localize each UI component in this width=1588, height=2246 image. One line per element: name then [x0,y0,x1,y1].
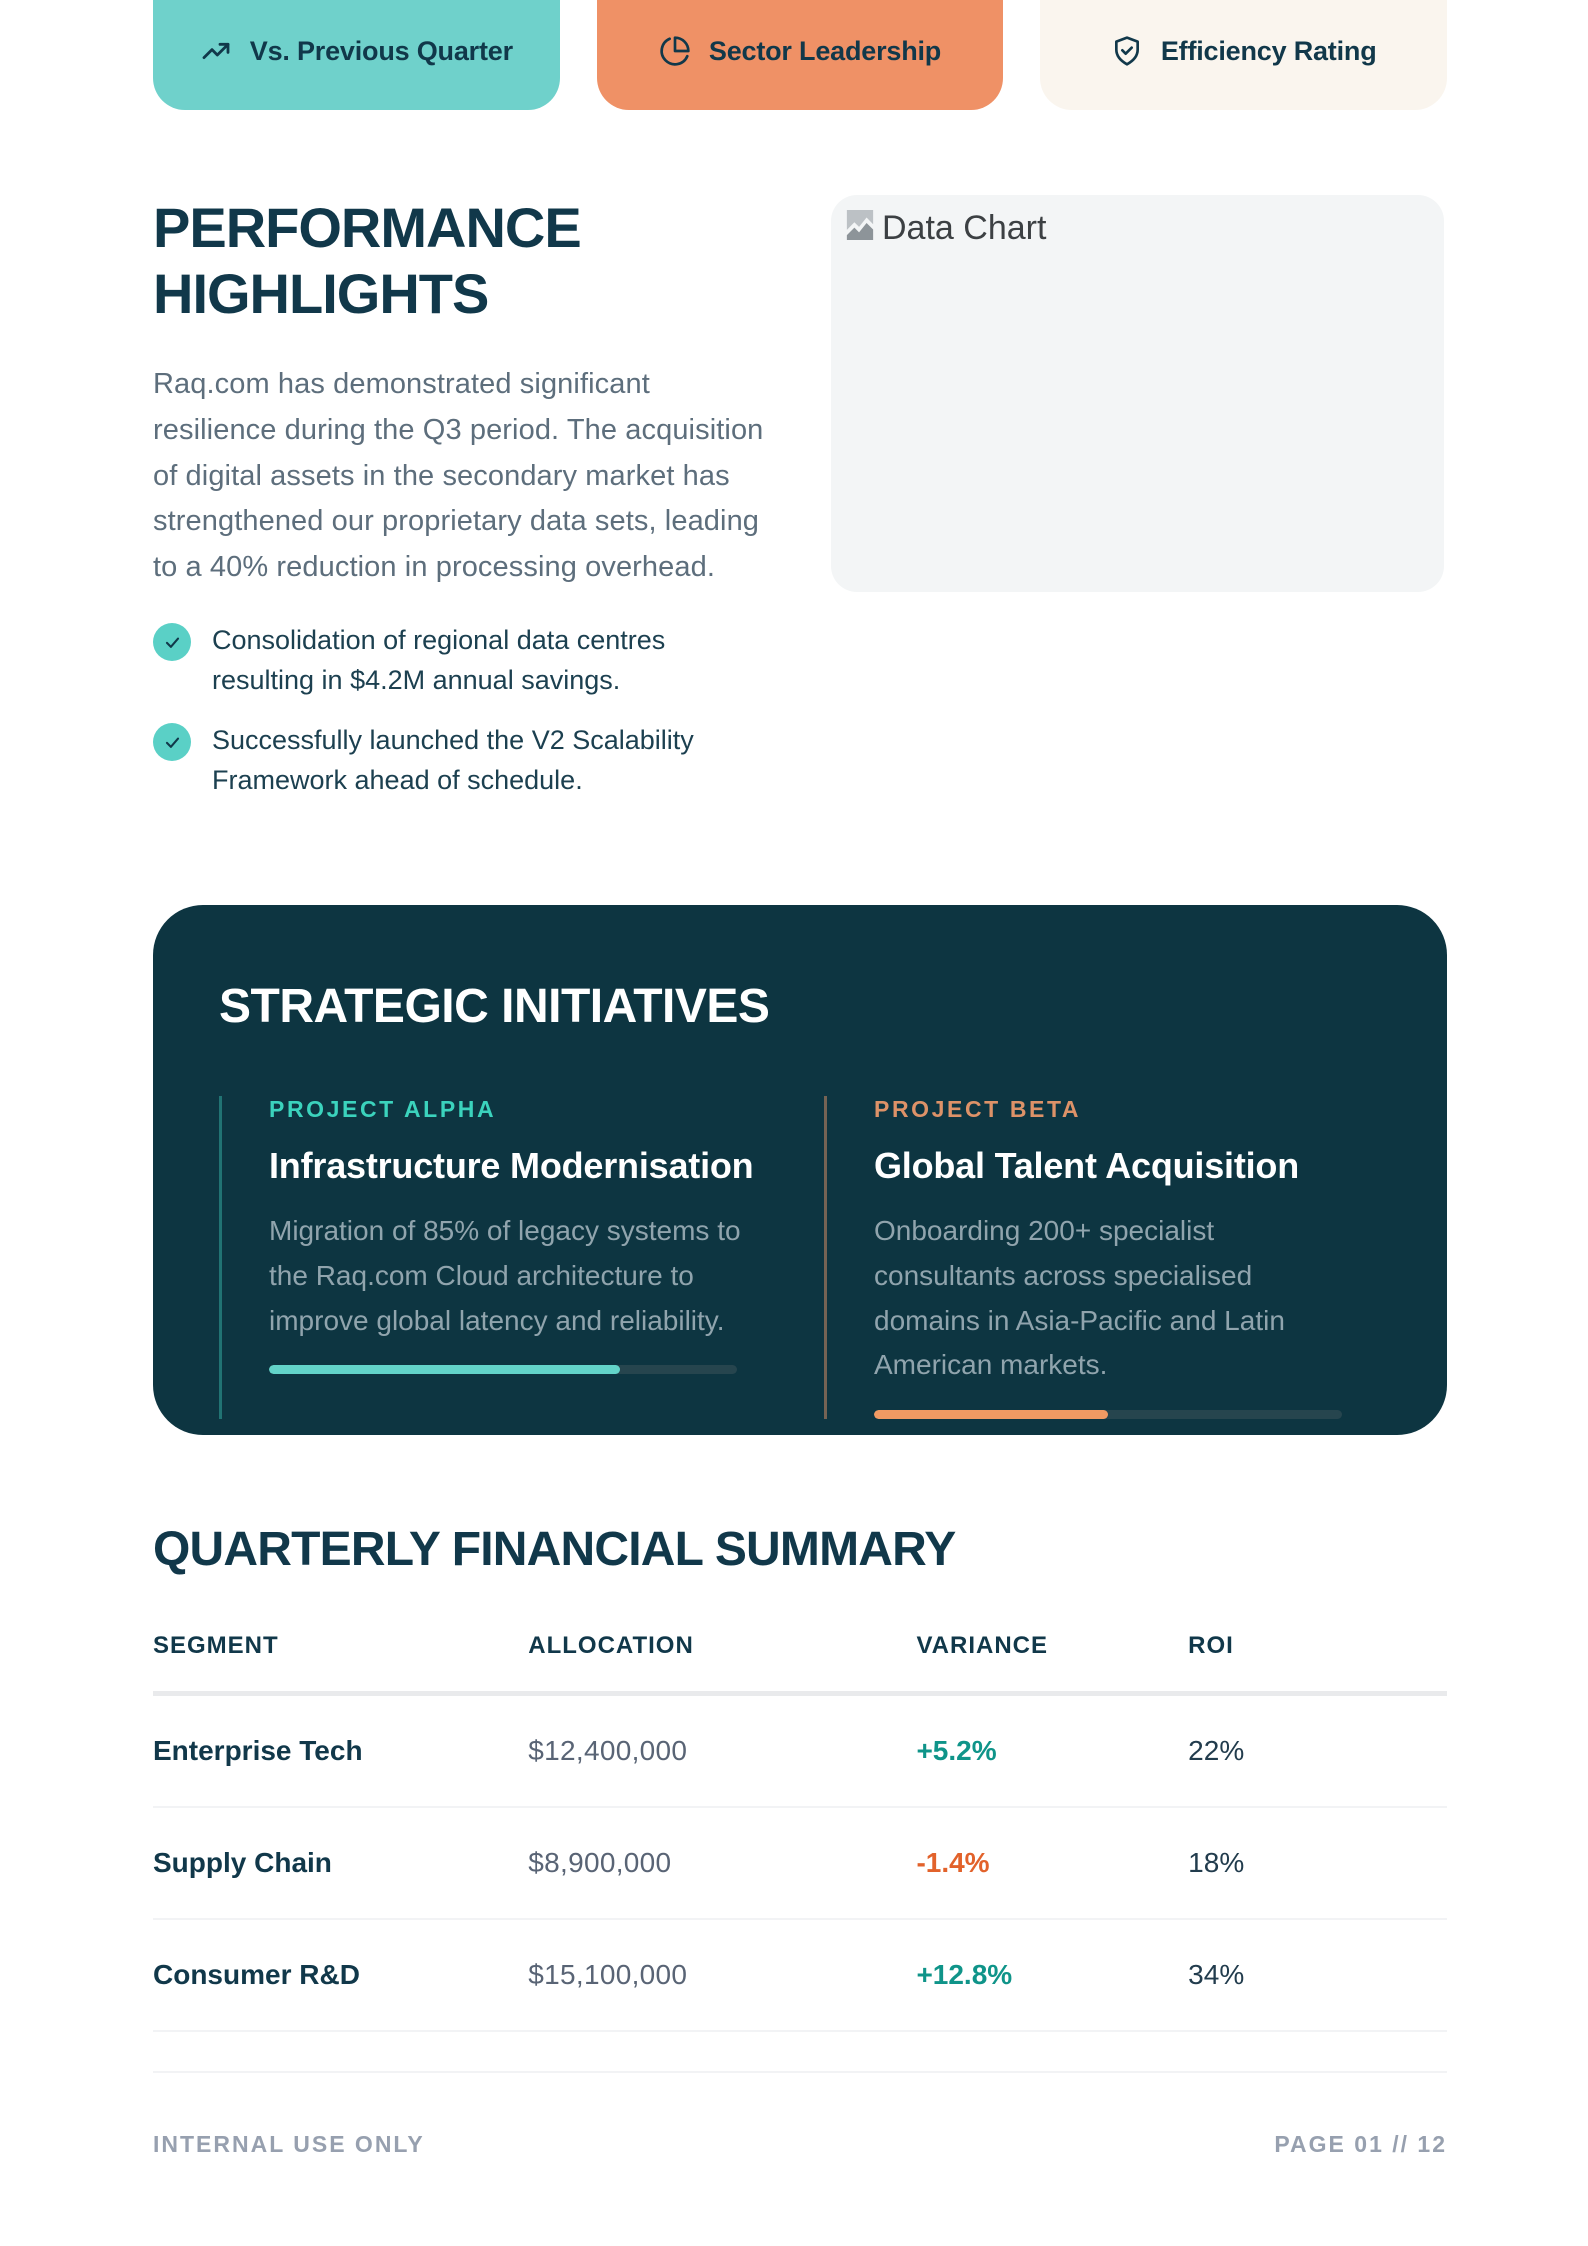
pie-chart-icon [659,35,691,67]
badge-efficiency-rating [1040,0,1447,110]
badge-label: Vs. Previous Quarter [249,35,513,66]
project-label: PROJECT BETA [874,1096,1082,1122]
projects-row [219,1096,1381,1419]
project-title: Infrastructure Modernisation [269,1145,754,1186]
financial-summary-table [153,1632,1447,2032]
cell-roi: 34% [1188,1959,1245,1990]
cell-variance: +12.8% [916,1959,1013,1990]
performance-highlights-section [153,195,1447,875]
project-alpha-column [219,1096,776,1419]
table-row [153,1808,1447,1920]
badge-vs-previous-quarter [153,0,560,110]
trend-up-icon [200,35,232,67]
cell-allocation: $8,900,000 [528,1847,672,1878]
list-item [153,621,753,701]
cell-variance: -1.4% [916,1847,990,1878]
badges-row [153,0,1447,110]
table-row [153,1920,1447,2032]
cell-allocation: $15,100,000 [528,1959,688,1990]
badge-label: Sector Leadership [708,35,942,66]
cell-allocation: $12,400,000 [528,1735,688,1766]
project-description: Onboarding 200+ specialist consultants across specialised domains in Asia-Pacific and Latin American markets. [874,1215,1285,1381]
progress-bar [874,1410,1342,1419]
card-title: STRATEGIC INITIATIVES [219,980,770,1033]
progress-bar [269,1365,737,1374]
cell-roi: 22% [1188,1735,1245,1766]
column-header-roi: ROI [1188,1632,1234,1659]
cell-segment: Consumer R&D [153,1959,360,1990]
section-title: PERFORMANCE HIGHLIGHTS [153,196,581,325]
shield-check-icon [1111,35,1143,67]
broken-image-icon [845,208,875,247]
highlights-list [153,621,753,801]
badge-label: Efficiency Rating [1160,35,1377,66]
list-item-text: Successfully launched the V2 Scalability Framework ahead of schedule. [212,725,694,795]
column-header-allocation: ALLOCATION [528,1632,694,1659]
check-icon [153,623,191,661]
progress-fill [874,1410,1108,1419]
check-icon [153,723,191,761]
financial-summary-title: QUARTERLY FINANCIAL SUMMARY [153,1523,956,1576]
project-description: Migration of 85% of legacy systems to the Raq.com Cloud architecture to improve global latency and reliability. [269,1215,741,1336]
footer-classification: INTERNAL USE ONLY [153,2131,425,2157]
page-footer [153,2071,1447,2158]
list-item-text: Consolidation of regional data centres resulting in $4.2M annual savings. [212,625,666,696]
column-header-segment: SEGMENT [153,1632,279,1659]
chart-alt-text: Data Chart [882,209,1047,247]
table-header-row [153,1632,1447,1696]
project-label: PROJECT ALPHA [269,1096,497,1122]
cell-segment: Enterprise Tech [153,1735,363,1766]
strategic-initiatives-card [153,905,1447,1435]
progress-fill [269,1365,620,1374]
intro-paragraph: Raq.com has demonstrated significant resilience during the Q3 period. The acquisition of digital assets in the secondary market has strengthened our proprietary data sets, leading to a 40% reduction in processing overhead. [153,368,764,584]
chart-image-placeholder [831,195,1444,592]
project-title: Global Talent Acquisition [874,1145,1300,1186]
table-row [153,1696,1447,1808]
project-beta-column [824,1096,1381,1419]
cell-segment: Supply Chain [153,1847,332,1878]
badge-sector-leadership [597,0,1004,110]
list-item [153,721,753,801]
footer-page-number: PAGE 01 // 12 [1274,2131,1447,2157]
cell-variance: +5.2% [916,1735,997,1766]
cell-roi: 18% [1188,1847,1245,1878]
column-header-variance: VARIANCE [916,1632,1048,1659]
